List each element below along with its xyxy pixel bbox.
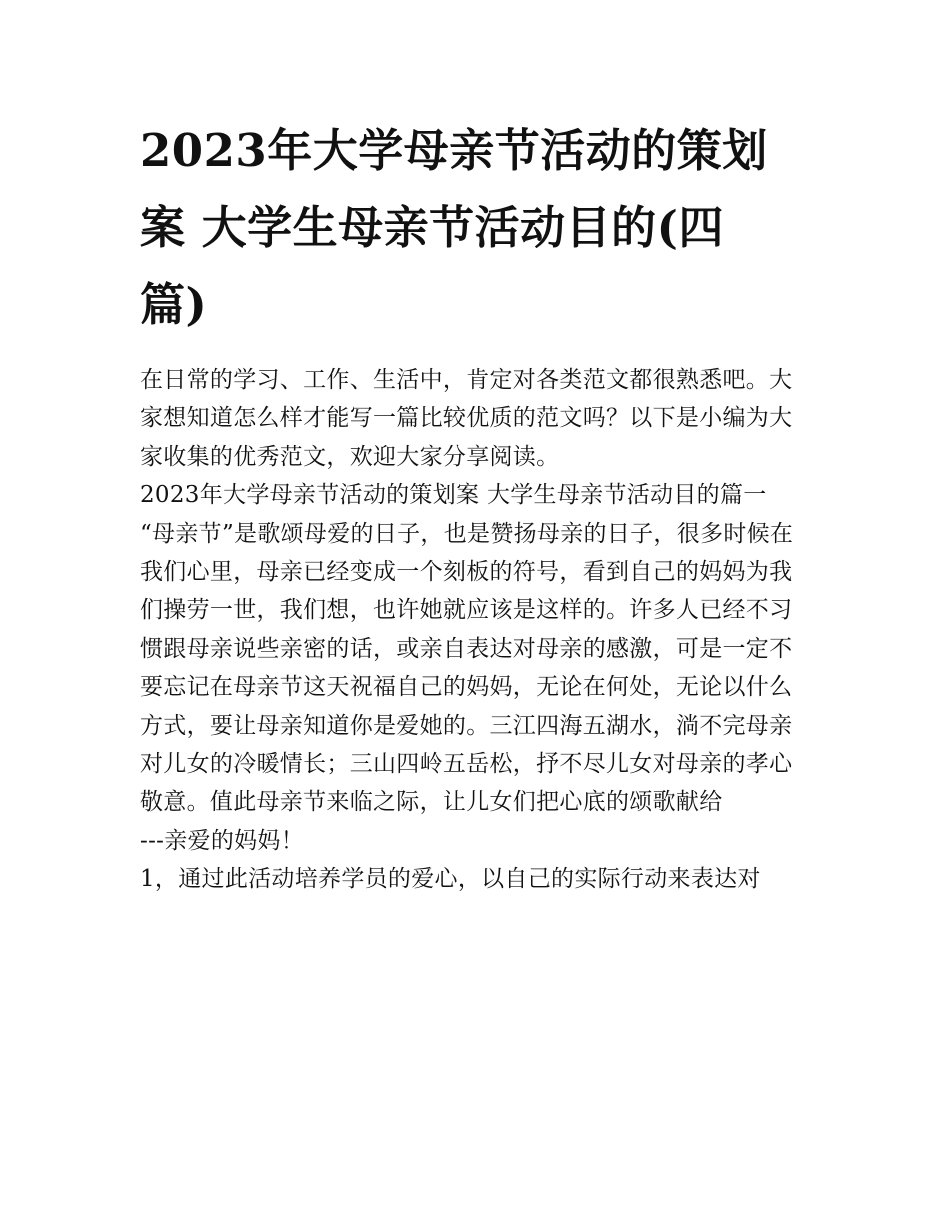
title-line-2: 案 大学生母亲节活动目的(四 xyxy=(140,201,724,254)
list-item: 1，通过此活动培养学员的爱心，以自己的实际行动来表达对 xyxy=(140,866,761,893)
document-page xyxy=(140,112,812,899)
document-title xyxy=(140,112,812,343)
title-line-1: 2023年大学母亲节活动的策划 xyxy=(140,124,768,177)
title-line-3: 篇) xyxy=(140,278,208,331)
document-body xyxy=(140,361,812,899)
section-heading: 2023年大学母亲节活动的策划案 大学生母亲节活动目的篇一 xyxy=(140,482,767,509)
body-paragraph: “母亲节”是歌颂母爱的日子，也是赞扬母亲的日子，很多时候在我们心里，母亲已经变成一个刻板的符号，看到自己的妈妈为我们操劳一世，我们想，也许她就应该是这样的。许多人已经不习惯跟母亲说些亲密的话，或亲自表达对母亲的感激，可是一定不要忘记在母亲节这天祝福自己的妈妈，无论在何处，无论以什么方式，要让母亲知道你是爱她的。三江四海五湖水，淌不完母亲对儿女的冷暖情长；三山四岭五岳松，抒不尽儿女对母亲的孝心敬意。值此母亲节来临之际，让儿女们把心底的颂歌献给 xyxy=(140,520,794,816)
salutation-line: ---亲爱的妈妈！ xyxy=(140,827,305,854)
intro-paragraph: 在日常的学习、工作、生活中，肯定对各类范文都很熟悉吧。大家想知道怎么样才能写一篇比较优质的范文吗？以下是小编为大家收集的优秀范文，欢迎大家分享阅读。 xyxy=(140,367,793,470)
